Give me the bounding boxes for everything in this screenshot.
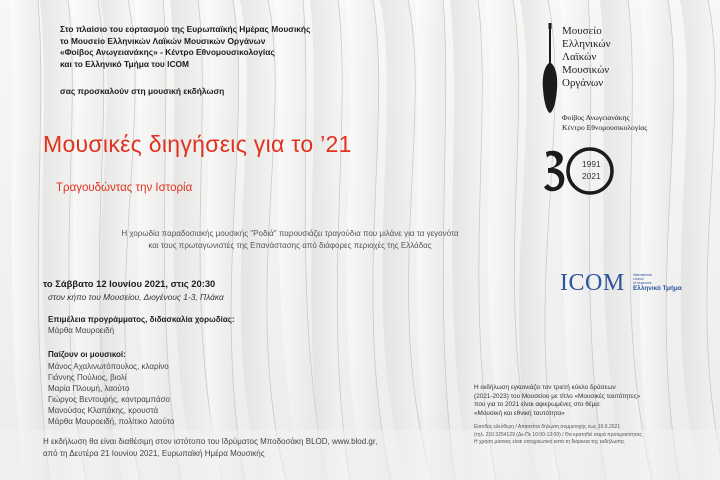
invite-line: «Φοίβος Ανωγειανάκης» - Κέντρο Εθνομουσικολογίας (60, 47, 275, 57)
entry-note (474, 424, 710, 447)
museum-sub-line: Κέντρο Εθνομουσικολογίας (562, 122, 648, 132)
museum-name-line: Οργάνων (562, 77, 604, 89)
availability-line: Η εκδήλωση θα είναι διαθέσιμη στον ιστότοπο του Ιδρύματος Μποδοσάκη BLOD, www.blod.gr, (43, 437, 378, 446)
museum-name (562, 25, 611, 90)
lute-icon (540, 23, 560, 115)
anniversary-year-end: 2021 (582, 171, 601, 181)
curation-label: Επιμέλεια προγράμματος, διδασκαλία χορωδίας: (48, 315, 235, 324)
musicians-label: Παίζουν οι μουσικοί: (48, 350, 126, 359)
musician-item: Μάρθα Μαυροειδή, πολίτικο λαούτο (48, 417, 175, 426)
museum-subtitle (562, 113, 647, 132)
invite-line: Στο πλαίσιο του εορτασμού της Ευρωπαϊκής Ημέρας Μουσικής (60, 24, 311, 34)
icom-logo (560, 270, 680, 304)
museum-name-line: Λαϊκών (562, 51, 597, 63)
musician-item: Γιάννης Πούλιος, βιολί (48, 373, 127, 382)
icom-wordmark: ICOM (560, 270, 625, 296)
event-description (60, 228, 520, 251)
museum-name-line: Μουσικών (562, 64, 610, 76)
musicians-list (48, 361, 174, 427)
availability-line: από τη Δευτέρα 21 Ιουνίου 2021, Ευρωπαϊκή Ημέρα Μουσικής (43, 448, 265, 458)
curation-name: Μάρθα Μαυροειδή (48, 326, 115, 335)
museum-name-line: Ελληνικών (562, 38, 611, 50)
description-line: Η χορωδία παραδοσιακής μουσικής "Ροδιά" παρουσιάζει τραγούδια που μιλάνε για τα γεγονότα (121, 229, 459, 238)
entry-note-line: (τηλ. 210 3254129 (Δε-Πε 10:00-13:00) / Θα κρατηθεί σειρά προτεραιότητας (474, 431, 642, 438)
museum-sub-line: Φοίβος Ανωγειανάκης (562, 113, 630, 122)
musician-item: Μάνος Αχαλινωτόπουλος, κλαρίνο (48, 362, 169, 371)
cycle-note-line: που για το 2021 είναι αφιερωμένες στο θέμα: (474, 401, 601, 409)
cycle-note (474, 384, 710, 418)
anniversary-year-start: 1991 (582, 159, 601, 169)
museum-logo (540, 23, 690, 133)
invite-line: το Μουσείο Ελληνικών Λαϊκών Μουσικών Οργάνων (60, 35, 266, 46)
invite-sentence: σας προσκαλούν στη μουσική εκδήλωση (60, 86, 225, 96)
invitation-block (60, 24, 420, 70)
availability-note (43, 436, 377, 459)
icom-tagline-line: international (633, 273, 652, 277)
icom-tagline-line: of museums (633, 281, 652, 285)
musician-item: Γιώργος Βεντουρής, κοντραμπάσο (48, 395, 170, 404)
event-title: Μουσικές διηγήσεις για το ’21 (43, 131, 352, 157)
event-subtitle: Τραγουδώντας την Ιστορία (56, 182, 193, 194)
cycle-note-line: Η εκδήλωση εγκαινιάζει τον τριετή κύκλο δράσεων (474, 384, 616, 391)
entry-note-line: Είσοδος ελεύθερη / Απαιτείται δήλωση συμμετοχής έως 10.6.2021 (474, 424, 621, 430)
museum-name-line: Μουσείο (562, 25, 602, 37)
event-date: το Σάββατο 12 Ιουνίου 2021, στις 20:30 (43, 278, 216, 289)
cycle-note-line: «Μουσική και εθνική ταυτότητα» (474, 409, 565, 417)
anniversary-years (582, 158, 601, 182)
musician-item: Μανούσος Κλαπάκης, κρουστά (48, 406, 159, 415)
event-place: στον κήπο του Μουσείου, Διογένους 1-3, Πλάκα (48, 292, 224, 302)
invite-line: και το Ελληνικό Τμήμα του ICOM (60, 58, 189, 69)
icom-tagline (633, 273, 651, 285)
icom-tagline-line: council (633, 277, 644, 281)
icom-section: Ελληνικό Τμήμα (633, 285, 682, 292)
description-line: και τους πρωταγωνιστές της Επανάστασης από διάφορες περιοχές της Ελλάδας (148, 240, 432, 250)
musician-item: Μαρία Πλουμή, λαούτο (48, 384, 130, 393)
entry-note-line: Η χρήση μάσκας είναι υποχρεωτική κατά τη διάρκεια της εκδήλωσης (474, 439, 625, 446)
cycle-note-line: (2021-2023) του Μουσείου με τίτλο «Μουσικές ταυτότητες» (474, 392, 641, 400)
